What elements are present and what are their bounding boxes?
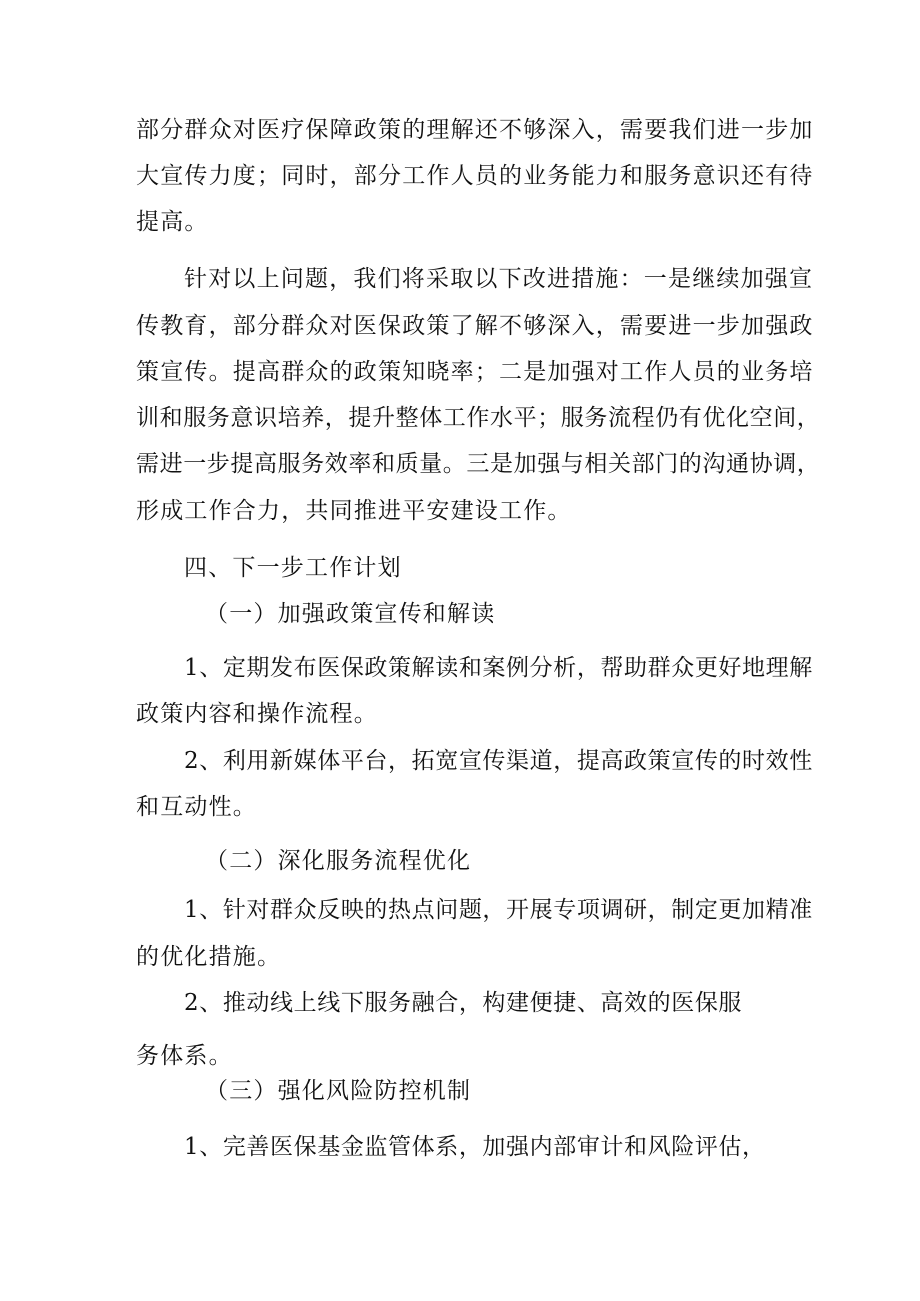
subsection-heading: （二）深化服务流程优化 xyxy=(205,848,472,874)
paragraph-line: 部分群众对医疗保障政策的理解还不够深入，需要我们进一步加 xyxy=(136,117,814,143)
paragraph-line: 提高。 xyxy=(136,209,209,235)
paragraph-line: 务体系。 xyxy=(136,1043,233,1069)
paragraph-line: 策宣传。提高群众的政策知晓率；二是加强对工作人员的业务培 xyxy=(136,359,814,385)
paragraph-line: 1、针对群众反映的热点问题，开展专项调研，制定更加精准 xyxy=(184,897,813,923)
paragraph-line: 传教育，部分群众对医保政策了解不够深入，需要进一步加强政 xyxy=(136,313,814,339)
section-heading: 四、下一步工作计划 xyxy=(184,555,402,581)
paragraph-line: 1、定期发布医保政策解读和案例分析，帮助群众更好地理解 xyxy=(184,655,813,681)
subsection-heading: （三）强化风险防控机制 xyxy=(205,1078,472,1104)
paragraph-line: 训和服务意识培养，提升整体工作水平；服务流程仍有优化空间， xyxy=(136,405,821,431)
paragraph-line: 1、完善医保基金监管体系，加强内部审计和风险评估， xyxy=(184,1134,766,1160)
paragraph-line: 形成工作合力，共同推进平安建设工作。 xyxy=(136,498,572,524)
paragraph-line: 的优化措施。 xyxy=(136,944,282,970)
paragraph-line: 2、利用新媒体平台，拓宽宣传渠道，提高政策宣传的时效性 xyxy=(184,748,813,774)
paragraph-line: 和互动性。 xyxy=(136,794,257,820)
paragraph-line: 2、推动线上线下服务融合，构建便捷、高效的医保服 xyxy=(184,990,743,1016)
subsection-heading: （一）加强政策宣传和解读 xyxy=(205,601,496,627)
paragraph-line: 大宣传力度；同时，部分工作人员的业务能力和服务意识还有待 xyxy=(136,163,814,189)
paragraph-line: 政策内容和操作流程。 xyxy=(136,701,378,727)
paragraph-line: 需进一步提高服务效率和质量。三是加强与相关部门的沟通协调， xyxy=(136,451,821,477)
paragraph-line: 针对以上问题，我们将采取以下改进措施：一是继续加强宣 xyxy=(184,266,814,292)
